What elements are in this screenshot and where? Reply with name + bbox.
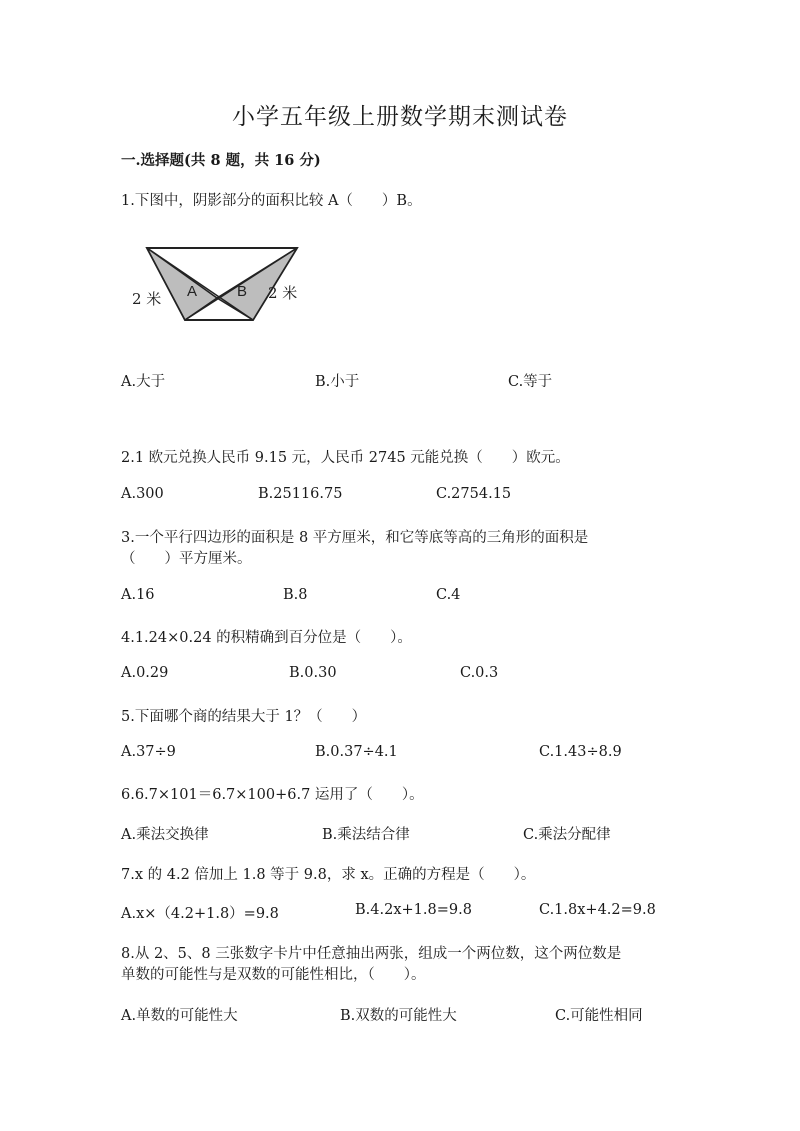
q8-option-b: B.双数的可能性大 [340, 1008, 457, 1024]
question-2-text: 2.1 欧元兑换人民币 9.15 元，人民币 2745 元能兑换（ ）欧元。 [121, 450, 570, 466]
question-3-text-line2: （ ）平方厘米。 [121, 551, 252, 567]
q7-option-b: B.4.2x+1.8=9.8 [355, 902, 472, 918]
section-heading: 一.选择题(共 8 题，共 16 分) [121, 152, 321, 169]
q1-option-c: C.等于 [508, 374, 553, 390]
q7-option-c: C.1.8x+4.2=9.8 [539, 902, 656, 918]
q8-option-a: A.单数的可能性大 [121, 1008, 238, 1024]
q3-option-a: A.16 [121, 587, 155, 603]
q8-option-c: C.可能性相同 [555, 1008, 643, 1024]
question-3-text-line1: 3.一个平行四边形的面积是 8 平方厘米，和它等底等高的三角形的面积是 [121, 530, 589, 546]
q4-option-a: A.0.29 [121, 665, 169, 681]
q5-option-c: C.1.43÷8.9 [539, 744, 622, 760]
q6-option-c: C.乘法分配律 [523, 827, 611, 843]
trapezoid-figure [130, 240, 310, 330]
question-8-text-line2: 单数的可能性与是双数的可能性相比，（ ）。 [121, 967, 426, 983]
q1-option-b: B.小于 [315, 374, 360, 390]
q6-option-a: A.乘法交换律 [121, 827, 209, 843]
question-5-text: 5.下面哪个商的结果大于 1？（ ） [121, 709, 367, 725]
question-7-text: 7.x 的 4.2 倍加上 1.8 等于 9.8，求 x。正确的方程是（ ）。 [121, 867, 536, 883]
question-4-text: 4.1.24×0.24 的积精确到百分位是（ ）。 [121, 630, 412, 646]
question-1-text: 1.下图中，阴影部分的面积比较 A（ ）B。 [121, 193, 422, 209]
right-length-label: 2 米 [268, 284, 298, 302]
q2-option-c: C.2754.15 [436, 486, 512, 502]
q3-option-c: C.4 [436, 587, 461, 603]
q5-option-a: A.37÷9 [121, 744, 176, 760]
q7-option-a: A.x×（4.2+1.8）=9.8 [121, 906, 279, 922]
q3-option-b: B.8 [283, 587, 308, 603]
q1-option-a: A.大于 [121, 374, 166, 390]
q6-option-b: B.乘法结合律 [322, 827, 410, 843]
q4-option-c: C.0.3 [460, 665, 499, 681]
left-length-label: 2 米 [132, 290, 162, 308]
q2-option-a: A.300 [121, 486, 164, 502]
q4-option-b: B.0.30 [289, 665, 337, 681]
question-6-text: 6.6.7×101＝6.7×100+6.7 运用了（ ）。 [121, 787, 424, 803]
question-8-text-line1: 8.从 2、5、8 三张数字卡片中任意抽出两张，组成一个两位数，这个两位数是 [121, 946, 622, 962]
label-a: A [187, 283, 198, 300]
q2-option-b: B.25116.75 [258, 486, 343, 502]
page-title: 小学五年级上册数学期末测试卷 [232, 104, 568, 130]
label-b: B [237, 283, 248, 300]
q5-option-b: B.0.37÷4.1 [315, 744, 398, 760]
